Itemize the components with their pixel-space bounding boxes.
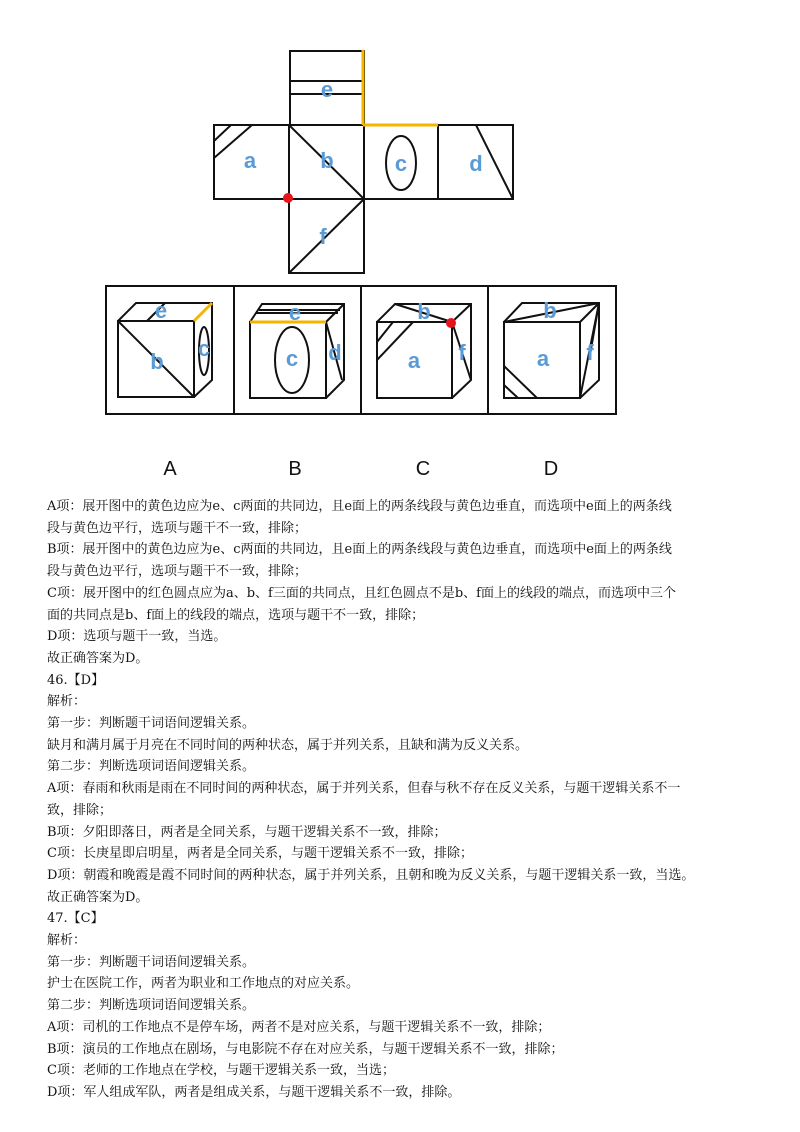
net-label-b: b bbox=[320, 147, 334, 173]
net-label-d: d bbox=[469, 150, 483, 176]
face-label: b bbox=[543, 297, 557, 323]
text-line: 段与黄色边平行，选项与题干不一致，排除； bbox=[47, 520, 308, 536]
text-line: 段与黄色边平行，选项与题干不一致，排除； bbox=[47, 564, 308, 580]
option-letter-c: C bbox=[415, 458, 431, 480]
face-label: c bbox=[285, 345, 299, 371]
option-letter-a: A bbox=[163, 458, 177, 480]
red-dot bbox=[283, 193, 293, 203]
face-label: f bbox=[586, 339, 594, 365]
text-line: B项：演员的工作地点在剧场，与电影院不存在对应关系，与题干逻辑关系不一致，排除； bbox=[47, 1041, 564, 1057]
option-a-cube bbox=[118, 298, 212, 397]
text-line: 缺月和满月属于月亮在不同时间的两种状态，属于并列关系，且缺和满为反义关系。 bbox=[47, 737, 529, 753]
text-line: 致，排除； bbox=[47, 802, 113, 818]
text-line: D项：军人组成军队，两者是组成关系，与题干逻辑关系不一致，排除。 bbox=[47, 1084, 461, 1100]
text-line: 47.【C】 bbox=[47, 911, 104, 927]
text-line: D项：朝霞和晚霞是霞不同时间的两种状态，属于并列关系，且朝和晚为反义关系，与题干逻辑关系一致，当选。 bbox=[47, 867, 695, 883]
text-line: A项：展开图中的黄色边应为e、c两面的共同边，且e面上的两条线段与黄色边垂直，而选项中e面上的两条线 bbox=[47, 499, 672, 514]
cube-net bbox=[214, 50, 513, 273]
text-line: A项：司机的工作地点不是停车场，两者不是对应关系，与题干逻辑关系不一致，排除； bbox=[47, 1019, 551, 1035]
text-line: C项：长庚星即启明星，两者是全同关系，与题干逻辑关系不一致，排除； bbox=[47, 846, 473, 862]
text-line: 第一步：判断题干词语间逻辑关系。 bbox=[47, 954, 256, 970]
option-letter-b: B bbox=[288, 458, 302, 480]
face-label: b bbox=[417, 298, 431, 324]
text-line: C项：展开图中的红色圆点应为a、b、f三面的共同点，且红色圆点不是b、f面上的线段的端点，而选项中三个 bbox=[47, 585, 676, 601]
net-label-a: a bbox=[243, 147, 257, 173]
explanation-text bbox=[47, 496, 777, 1104]
net-label-e: e bbox=[320, 76, 334, 102]
text-line: 第一步：判断题干词语间逻辑关系。 bbox=[47, 716, 256, 732]
text-line: 解析： bbox=[47, 694, 87, 710]
option-letter-d: D bbox=[543, 458, 559, 480]
net-label-c: c bbox=[394, 150, 408, 176]
options-box bbox=[106, 286, 616, 414]
text-line: 面的共同点是b、f面上的线段的端点，选项与题干不一致，排除； bbox=[47, 607, 425, 623]
text-line: D项：选项与题干一致，当选。 bbox=[47, 629, 227, 645]
option-b-cube bbox=[250, 300, 344, 398]
option-d-cube bbox=[504, 298, 599, 398]
text-line: B项：夕阳即落日，两者是全同关系，与题干逻辑关系不一致，排除； bbox=[47, 824, 447, 840]
option-c-cube bbox=[377, 299, 471, 398]
text-line: B项：展开图中的黄色边应为e、c两面的共同边，且e面上的两条线段与黄色边垂直，而选项中e面上的两条线 bbox=[47, 542, 672, 558]
face-label: a bbox=[536, 345, 550, 371]
text-line: 第二步：判断选项词语间逻辑关系。 bbox=[47, 759, 256, 775]
text-line: 第二步：判断选项词语间逻辑关系。 bbox=[47, 998, 256, 1014]
face-label: b bbox=[150, 348, 164, 374]
cube-net-figure bbox=[0, 0, 800, 490]
face-label: e bbox=[154, 297, 168, 323]
text-line: 解析： bbox=[47, 933, 87, 949]
face-label: e bbox=[288, 299, 302, 325]
text-line: 护士在医院工作，两者为职业和工作地点的对应关系。 bbox=[47, 976, 360, 992]
red-dot bbox=[446, 318, 456, 328]
text-line: 故正确答案为D。 bbox=[47, 889, 149, 905]
net-label-f: f bbox=[319, 223, 327, 249]
text-line: 故正确答案为D。 bbox=[47, 650, 149, 666]
text-line: 46.【D】 bbox=[47, 672, 105, 688]
face-label: f bbox=[458, 339, 466, 365]
face-label: c bbox=[197, 335, 211, 361]
text-line: A项：春雨和秋雨是雨在不同时间的两种状态，属于并列关系，但春与秋不存在反义关系，与题干逻辑关系不一 bbox=[47, 781, 681, 797]
text-line: C项：老师的工作地点在学校，与题干逻辑关系一致，当选； bbox=[47, 1063, 395, 1079]
face-label: d bbox=[328, 339, 342, 365]
face-label: a bbox=[407, 347, 421, 373]
